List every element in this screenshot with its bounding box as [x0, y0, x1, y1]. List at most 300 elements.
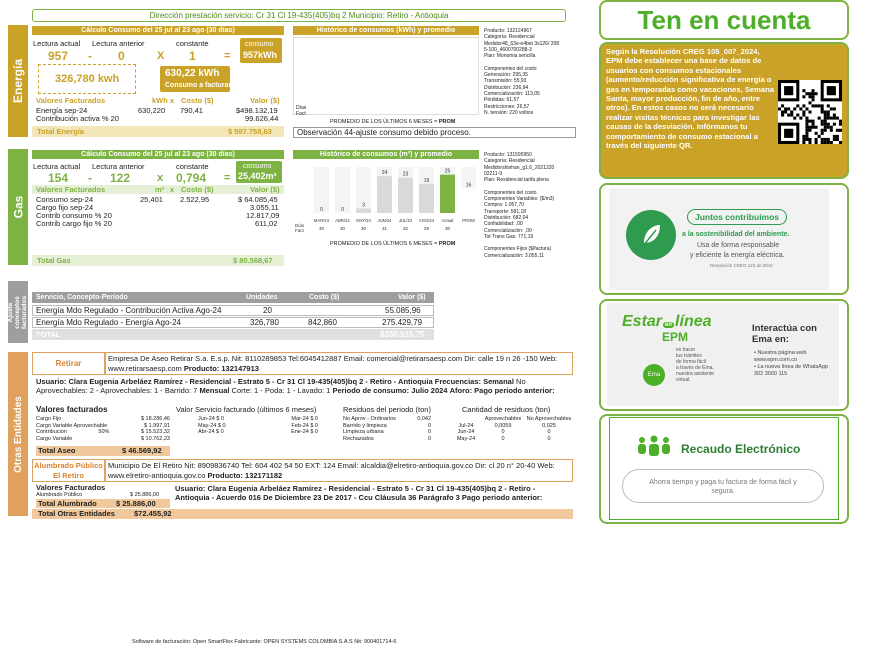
- gas-info-line: Componentes Variables: ($/m3): [484, 196, 555, 203]
- gas-info-panel: [484, 152, 574, 259]
- footer-software: Software de facturación: Open SmartFlex Fabricante: OPEN SYSTEMS COLOMBIA S.A.S Nit: 900401714-6: [132, 639, 397, 645]
- energia-equals: =: [224, 50, 231, 62]
- recaudo-sub: Ahorra tiempo y paga tu factura de forma fácil y segura.: [649, 479, 797, 495]
- gas-times: x: [157, 172, 164, 184]
- gas-row3-valor: 611,02: [255, 219, 278, 228]
- gas-hist-chart: [293, 161, 479, 237]
- gas-bar-value: 0: [341, 207, 344, 213]
- qr-module: [824, 123, 827, 126]
- retirar-name: Retirar: [55, 359, 82, 368]
- gas-bar-dias: 30: [318, 226, 325, 231]
- gas-col-x: x: [170, 185, 175, 194]
- juntos-title: Juntos contribuimos: [694, 212, 780, 222]
- qr-module: [830, 117, 833, 120]
- qr-module: [805, 123, 808, 126]
- qr-module: [808, 110, 811, 113]
- qr-module: [805, 138, 808, 141]
- gas-hist-title: Histórico de consumos (m³) y promedio: [293, 150, 479, 159]
- estar-sub-line: virtual.: [676, 377, 691, 383]
- energia-info-line: N. tensión: 220 voltios: [484, 109, 534, 116]
- ajustes-row0-valor: 55.085,96: [385, 306, 421, 315]
- energia-calc-title: Cálculo Consumo del 25 jul al 23 ago (30 días): [32, 26, 284, 35]
- qr-module: [784, 110, 787, 113]
- qr-module: [796, 104, 799, 107]
- qr-module: [787, 107, 790, 110]
- qr-module: [818, 104, 821, 107]
- energia-total-value: $ 597.758,63: [228, 127, 272, 136]
- creg-text: Según la Resolución CREG 105_007_2024, EPM debe establecer una base de datos de usuarios con consumos estacionales (aumento/reducción significativa de energía o gas en temporadas como vacaciones, Semana Santa, mayor producción, fin de año, entre otros). En estos casos no será necesario realizar visitas técnicas para investigar las causas de la desviación. Infórmanos tu comportamiento de consumo estacional a través del siguiente QR.: [606, 47, 774, 151]
- gas-info-line: Categoría: Residencial: [484, 158, 535, 165]
- ajustes-col-costo: Costo ($): [309, 294, 340, 301]
- gas-info-line: Medidorshinhan_g1.6_2021220: [484, 164, 555, 171]
- qr-module: [790, 110, 793, 113]
- qr-module: [830, 129, 833, 132]
- gas-minus: -: [88, 171, 92, 185]
- retirar-res-list: [343, 416, 431, 442]
- energia-valores-label: Valores Facturados: [36, 96, 106, 105]
- retirar-valor-cell: 50%: [98, 429, 110, 435]
- qr-module: [812, 98, 815, 101]
- retirar-hist-list: [198, 416, 338, 436]
- retirar-valor-cell: $ 10.762,23: [140, 435, 170, 442]
- qr-module: [821, 110, 824, 113]
- alumbrado-empresa: Municipio De El Retiro Nit: 8909836740 Tel: 604 402 54 50 EXT: 124 Email: alcaldia@elretiro-antioquia.gov.co Dir: cl 20 n° 20-40 Web: www.elretiro-antioquia.gov.co: [108, 461, 555, 480]
- ajustes-total-value: $330.515,75: [380, 330, 425, 339]
- qr-module: [836, 138, 839, 141]
- qr-finder: [784, 86, 793, 95]
- gas-bar-category: MAY/24: [356, 218, 371, 223]
- qr-module: [827, 110, 830, 113]
- energia-lbl-anterior: Lectura anterior: [92, 39, 145, 48]
- gas-bar-category: JUN/24: [377, 218, 392, 223]
- energia-info-line: Categoría: Residencial: [484, 34, 535, 41]
- qr-module: [824, 117, 827, 120]
- retirar-cant-cell: No Aprovechables: [526, 416, 572, 422]
- energia-hist-title: Histórico de consumos (kWh) y promedio: [293, 26, 479, 35]
- qr-module: [833, 138, 836, 141]
- qr-module: [830, 141, 833, 144]
- qr-module: [802, 104, 805, 107]
- estar-sub-line: a través de Ema,: [676, 365, 714, 371]
- gas-bar-category: AGO/24: [418, 218, 435, 223]
- energia-info-line: Plan: Monomia sencilla: [484, 53, 536, 60]
- qr-module: [808, 120, 811, 123]
- qr-module: [808, 95, 811, 98]
- estar-sub-list: [676, 347, 714, 383]
- retirar-hist-label: Valor Servicio facturado (últimos 6 meses): [176, 405, 317, 414]
- otras-total-value: $72.455,92: [134, 509, 172, 518]
- retirar-hist-cell: Abr-24 $ 0: [198, 429, 224, 435]
- ajustes-col-valor: Valor ($): [398, 294, 426, 301]
- energia-info-line: Pérdidas: 61,57: [484, 97, 520, 104]
- gas-lbl-constante: constante: [176, 162, 209, 171]
- ten-en-cuenta-title: Ten en cuenta: [637, 5, 811, 35]
- retirar-mensual: Mensual: [199, 386, 230, 395]
- qr-module: [815, 92, 818, 95]
- energia-info-line: Transmisión: 55,93: [484, 78, 527, 85]
- qr-finder: [784, 129, 793, 138]
- qr-module: [836, 129, 839, 132]
- ema-badge: Ema: [643, 364, 665, 386]
- ajustes-row1-unidades: 326,780: [250, 318, 279, 327]
- qr-module: [833, 135, 836, 138]
- retirar-cant-cell: 0: [547, 435, 551, 442]
- retirar-cant-cell: 0: [547, 429, 551, 435]
- ema-title: Interactúa con Ema en:: [752, 323, 817, 345]
- retirar-cant-cell: Jun-24: [457, 429, 475, 435]
- retirar-cant-cell: 0,025: [542, 422, 556, 429]
- retirar-valores-list: [36, 416, 170, 442]
- qr-module: [839, 141, 842, 144]
- energia-info-line: Distribución: 236,94: [484, 84, 529, 91]
- gas-equals: =: [224, 172, 231, 184]
- energia-hist-dias: Días: [296, 105, 307, 111]
- retirar-res-row: [343, 436, 431, 443]
- ajustes-row1-valor: 275.429,79: [382, 318, 423, 327]
- alumbrado-name-box: [32, 459, 105, 482]
- energia-lbl-consumo: consumo: [245, 41, 274, 48]
- qr-module: [812, 126, 815, 129]
- juntos-note: Resolución CREG 123 de 2016: [710, 263, 773, 268]
- gas-tab: Gas: [8, 149, 28, 265]
- gas-row1-valor: 3.055,11: [250, 203, 279, 212]
- qr-module: [796, 114, 799, 117]
- qr-module: [805, 135, 808, 138]
- retirar-hist-row: [198, 429, 318, 436]
- qr-module: [824, 114, 827, 117]
- gas-bar: [419, 184, 434, 213]
- gas-info-line: Componentes del costo: [484, 189, 537, 196]
- service-address: Dirección prestación servicio: Cr 31 Cl 19-435(405)bq 2 Municipio: Retiro - Antioquia: [149, 11, 449, 20]
- retirar-producto: 132147913: [221, 364, 259, 373]
- retirar-res-cell: No Aprov - Ordinarios: [343, 416, 396, 422]
- qr-module: [821, 138, 824, 141]
- gas-info-line: Transporte: 581,18: [484, 208, 527, 215]
- gas-lbl-anterior: Lectura anterior: [92, 162, 145, 171]
- qr-module: [827, 104, 830, 107]
- alumbrado-usuario: Usuario: Clara Eugenia Arbeláez Ramírez - Residencial - Estrato 5 - Cr 31 Cl 19-435(405)bq 2 - Retiro - Antioquia - Acuerdo 016 De Diciembre 23 De 2017 - Ccu Cláusula 36 Parágrafo 3: [175, 484, 536, 502]
- qr-module: [824, 129, 827, 132]
- gas-bar-dias: 30: [339, 226, 346, 231]
- gas-bar-value: 19: [423, 177, 430, 184]
- qr-module: [802, 141, 805, 144]
- retirar-periodo: Periodo de consumo: Julio 2024: [332, 386, 448, 395]
- energia-row0-costo: 790,41: [180, 106, 203, 115]
- qr-module: [805, 132, 808, 135]
- qr-module: [839, 123, 842, 126]
- qr-module: [802, 110, 805, 113]
- qr-module: [805, 92, 808, 95]
- ema-items: [754, 350, 834, 378]
- estar-sub-line: es hacer: [676, 347, 696, 353]
- qr-module: [821, 120, 824, 123]
- ajustes-row1-costo: 842,860: [308, 318, 337, 327]
- qr-module: [839, 129, 842, 132]
- qr-module: [833, 117, 836, 120]
- retirar-res-cell: Rechazados: [343, 435, 374, 442]
- gas-total-label: Total Gas: [37, 256, 71, 265]
- energia-constante-value: 1: [189, 49, 196, 63]
- gas-row2-label: Contrib consumo % 20: [36, 211, 112, 220]
- qr-module: [805, 107, 808, 110]
- gas-anterior-value: 122: [110, 171, 131, 185]
- people-icon: [634, 434, 674, 460]
- alumbrado-total-value: $ 25.886,00: [116, 499, 156, 508]
- energia-info-line: 5-100_4600700288-3: [484, 46, 532, 53]
- energia-hist-footer: PROMEDIO DE LOS ÚLTIMOS 6 MESES = PROM: [330, 119, 456, 125]
- energia-observacion-box: [293, 127, 576, 138]
- gas-row1-label: Cargo fijo sep-24: [36, 203, 94, 212]
- retirar-aforo: Aforo: Pago periodo anterior:: [449, 386, 555, 395]
- qr-module: [815, 132, 818, 135]
- gas-constante-value: 0,794: [176, 171, 207, 185]
- gas-chart-fact-label: Fact: [295, 228, 304, 233]
- retirar-cant-cell: Aprovechables: [484, 416, 522, 422]
- qr-module: [781, 104, 784, 107]
- retirar-total-label: Total Aseo: [38, 446, 76, 455]
- qr-module: [812, 123, 815, 126]
- retirar-usuario-box: [32, 376, 573, 404]
- retirar-valor-cell: Cargo Fijo: [36, 416, 62, 422]
- recaudo-title: Recaudo Electrónico: [681, 442, 801, 456]
- gas-info-line: Tot Trans Gas: 771,19: [484, 233, 534, 240]
- qr-module: [824, 138, 827, 141]
- retirar-res-cell: 0: [427, 435, 431, 442]
- retirar-frecuencias: Frecuencias: Semanal: [434, 377, 514, 386]
- retirar-valor-cell: Cargo Variable: [36, 435, 73, 442]
- otras-tab: Otras Entidades: [8, 352, 28, 516]
- estar-heading: Estar en línea: [622, 313, 712, 330]
- retirar-valor-cell: Cargo Variable Aprovechable: [36, 422, 108, 429]
- qr-module: [836, 135, 839, 138]
- gas-bar-dias: 30: [360, 226, 367, 231]
- qr-module: [808, 138, 811, 141]
- energia-kwh-total: 326,780 kwh: [55, 73, 120, 85]
- gas-info-line: Compra: 1.057,70: [484, 202, 525, 209]
- gas-bar-category: ABR/24: [335, 218, 350, 223]
- qr-module: [805, 117, 808, 120]
- energia-hist-fact: Fact: [296, 111, 306, 117]
- retirar-res-cell: 0: [427, 429, 431, 435]
- recaudo-sub-pill: [622, 469, 824, 503]
- qr-module: [778, 107, 781, 110]
- gas-row0-m3: 25,401: [140, 195, 163, 204]
- alumbrado-valores-label: Valores Facturados: [36, 483, 106, 492]
- gas-bar: [398, 178, 413, 213]
- gas-bar: [377, 176, 392, 213]
- gas-calc-title: Cálculo Consumo del 25 jul al 23 ago (30 días): [32, 150, 284, 159]
- ajustes-col-concepto: Servicio, Concepto-Período: [36, 294, 128, 301]
- gas-bar-category: PROM: [462, 218, 475, 223]
- gas-bar-value: 24: [381, 170, 388, 177]
- energia-total-label: Total Energía: [37, 127, 84, 136]
- ajustes-total-bar: [32, 329, 434, 340]
- retirar-corte: Corte: 1 - Poda: 1 - Lavado: 1: [231, 386, 331, 395]
- gas-info-line: Comercialización: 3.055,11: [484, 252, 544, 259]
- qr-module: [833, 123, 836, 126]
- energia-actual-value: 957: [48, 49, 69, 63]
- estar-sub-line: tus trámites: [676, 353, 702, 359]
- gas-bar-dias: 29: [423, 226, 430, 231]
- energia-observacion: Observación 44-ajuste consumo debido proceso.: [297, 128, 471, 137]
- retirar-cant-table: [452, 416, 572, 442]
- qr-module: [821, 132, 824, 135]
- service-address-bar: [32, 9, 566, 22]
- retirar-res-label: Residuos del periodo (ton): [343, 405, 431, 414]
- gas-row3-label: Contrib cargo fijo % 20: [36, 219, 112, 228]
- retirar-producto-label: Producto:: [183, 364, 220, 373]
- retirar-valor-cell: $ 15.523,32: [140, 429, 170, 435]
- juntos-sub: a la sostenibilidad del ambiente.: [682, 231, 790, 238]
- gas-hist-footer: PROMEDIO DE LOS ÚLTIMOS 6 MESES = PROM: [330, 241, 456, 247]
- qr-module: [815, 126, 818, 129]
- retirar-cant-row: [452, 436, 572, 443]
- qr-module: [830, 107, 833, 110]
- qr-module: [821, 104, 824, 107]
- qr-module: [821, 107, 824, 110]
- alumbrado-row-label: Alumbrado Público: [36, 492, 83, 498]
- energia-col-valor: Valor ($): [250, 96, 280, 105]
- retirar-res-cell: Barrido y limpieza: [343, 422, 387, 429]
- gas-bar-dias: 30: [444, 226, 451, 231]
- gas-row0-label: Consumo sep-24: [36, 195, 94, 204]
- qr-module: [781, 110, 784, 113]
- energia-col-kwh: kWh: [152, 96, 168, 105]
- gas-bar-value: 3: [362, 202, 365, 209]
- ajustes-col-unidades: Unidades: [246, 294, 278, 301]
- gas-info-line: Comercialización: ,00: [484, 227, 532, 234]
- ajustes-row0-concepto: Energía Mdo Regulado - Contribución Activa Ago-24: [36, 306, 222, 315]
- gas-col-m3: m³: [155, 185, 165, 194]
- energia-row1-label: Contribución activa % 20: [36, 114, 119, 123]
- energia-facturar-value: 630,22 kWh: [165, 68, 220, 79]
- qr-module: [815, 141, 818, 144]
- qr-module: [808, 92, 811, 95]
- estar-sub-line: de forma fácil: [676, 359, 707, 365]
- qr-module: [802, 138, 805, 141]
- qr-module: [827, 114, 830, 117]
- qr-module: [812, 92, 815, 95]
- qr-module: [799, 107, 802, 110]
- qr-module: [815, 104, 818, 107]
- energia-times: X: [157, 50, 165, 62]
- gas-info-line: Componentes Fijos ($/factura): [484, 246, 552, 253]
- qr-module: [827, 138, 830, 141]
- gas-info-line: 02211-9: [484, 170, 502, 177]
- alumbrado-producto-label: Producto:: [207, 471, 243, 480]
- gas-valores-label: Valores Facturados: [36, 185, 106, 194]
- qr-module: [805, 120, 808, 123]
- juntos-title-pill: [687, 209, 787, 225]
- energia-facturar-label: Consumo a facturar: [165, 82, 232, 89]
- gas-chart-dias-label: Días: [295, 223, 305, 228]
- retirar-cant-cell: May-24: [456, 435, 476, 442]
- retirar-res-cell: 0: [427, 422, 431, 429]
- gas-lbl-actual: Lectura actual: [33, 162, 81, 171]
- qr-module: [812, 104, 815, 107]
- retirar-hist-cell: Ene-24 $ 0: [291, 429, 318, 435]
- retirar-hist-cell: Mar-24 $ 0: [291, 416, 318, 422]
- retirar-res-cell: 0,042: [417, 416, 431, 422]
- juntos-line1: Usa de forma responsable: [697, 242, 780, 249]
- energia-consumo-value: 957kWh: [243, 50, 278, 60]
- energia-lbl-constante: constante: [176, 39, 209, 48]
- qr-module: [824, 141, 827, 144]
- ajustes-tab: Ajuste conceptos facturados: [8, 281, 28, 343]
- qr-module: [827, 126, 830, 129]
- gas-total-value: $ 80.568,67: [233, 256, 273, 265]
- energia-row1-valor: 99.626,44: [245, 114, 279, 123]
- retirar-cant-cell: 0,0059: [494, 422, 512, 429]
- energia-row0-valor: $498.132,19: [236, 106, 278, 115]
- energia-tab: Energía: [8, 25, 28, 137]
- ten-en-cuenta-box: [599, 0, 849, 40]
- qr-module: [812, 89, 815, 92]
- gas-bar: [356, 208, 371, 213]
- gas-row0-valor: $ 64.085,45: [238, 195, 278, 204]
- gas-info-line: Distribución: 682,04: [484, 214, 529, 221]
- qr-module: [808, 126, 811, 129]
- qr-module: [815, 138, 818, 141]
- retirar-valor-cell: $ 18.286,46: [140, 416, 170, 422]
- qr-module: [827, 123, 830, 126]
- retirar-cant-cell: Jul-24: [458, 422, 474, 429]
- retirar-total-value: $ 46.569,92: [122, 446, 162, 455]
- gas-bar-value: 25: [444, 168, 451, 175]
- retirar-cant-cell: 0: [501, 435, 505, 442]
- alumbrado-total-label: Total Alumbrado: [38, 499, 97, 508]
- energia-info-line: Medidor48_63e-e4bet 3s126/ 208: [484, 40, 560, 47]
- qr-module: [818, 117, 821, 120]
- qr-module: [812, 120, 815, 123]
- retirar-empresa-box: [105, 352, 573, 375]
- qr-module: [802, 114, 805, 117]
- retirar-hist-cell: Feb-24 $ 0: [291, 422, 318, 429]
- gas-bar-value: 16: [465, 182, 472, 189]
- energia-col-costo: Costo ($): [181, 96, 214, 105]
- gas-row0-costo: 2.522,95: [180, 195, 210, 204]
- estar-sub-line: nuestra asistente: [676, 371, 715, 377]
- energia-col-x: x: [170, 96, 175, 105]
- otras-total-label: Total Otras Entidades: [38, 509, 115, 518]
- energia-info-line: Restricciones: 26,57: [484, 103, 530, 110]
- gas-bar: [461, 188, 476, 213]
- ajustes-row1-concepto: Energía Mdo Regulado - Energía Ago-24: [36, 318, 181, 327]
- gas-consumo-value: 25,402m³: [238, 171, 277, 181]
- alumbrado-name: Alumbrado Público El Retiro: [34, 461, 103, 480]
- alumbrado-pago: Pago periodo anterior:: [461, 493, 543, 502]
- retirar-cant-cell: 0: [501, 429, 505, 435]
- gas-bar-dias: 31: [381, 226, 388, 231]
- energia-row0-kwh: 630,220: [138, 106, 166, 115]
- ajustes-total-label: TOTAL: [36, 330, 61, 339]
- gas-info-line: Plan: Residencial tarifa plena: [484, 177, 549, 184]
- gas-row2-valor: 12.817,09: [246, 211, 280, 220]
- energia-lbl-actual: Lectura actual: [33, 39, 81, 48]
- ema-item: • La nueva línea de WhatsApp 302 3000 115: [754, 364, 829, 377]
- retirar-usuario: Usuario: Clara Eugenia Arbeláez Ramírez - Residencial - Estrato 5 - Cr 31 Cl 19-435(405)bq 2 - Retiro - Antioquia: [36, 377, 433, 386]
- qr-module: [821, 129, 824, 132]
- gas-lbl-consumo: consumo: [243, 163, 272, 170]
- qr-module: [833, 107, 836, 110]
- gas-bar: [440, 175, 455, 213]
- qr-module: [824, 120, 827, 123]
- gas-bar-dias: 32: [402, 226, 409, 231]
- gas-bar-value: 0: [320, 207, 323, 213]
- retirar-hist-cell: Jun-24 $ 0: [198, 416, 224, 422]
- retirar-valores-label: Valores facturados: [36, 405, 108, 414]
- alumbrado-empresa-box: [105, 459, 573, 482]
